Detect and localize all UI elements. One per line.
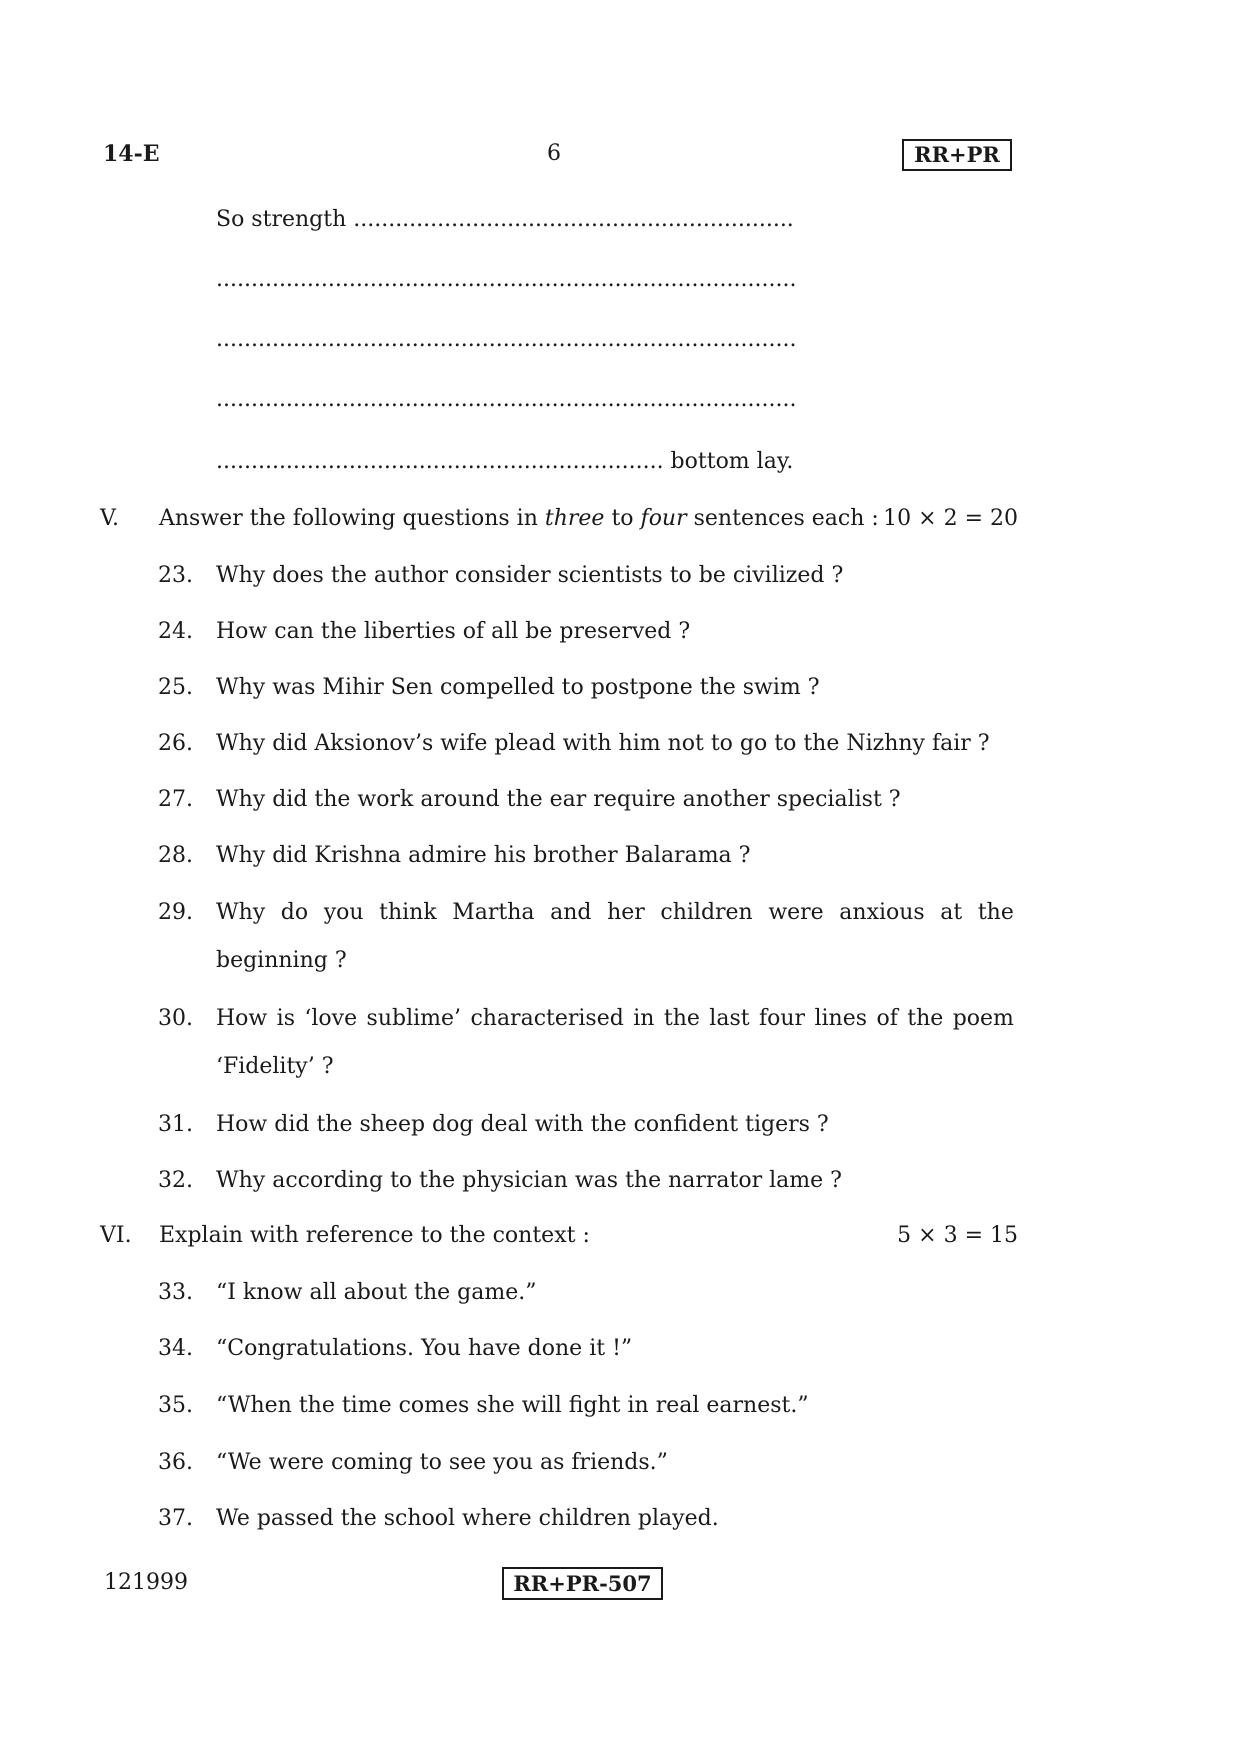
word: sublime’: [366, 1006, 462, 1031]
word: is: [276, 1006, 295, 1031]
footer-code: 121999: [104, 1570, 188, 1595]
question-number: 27.: [158, 787, 193, 812]
question-text: “When the time comes she will fight in real earnest.”: [216, 1393, 809, 1418]
section-number: VI.: [100, 1223, 132, 1248]
question-text: How did the sheep dog deal with the confident tigers ?: [216, 1112, 829, 1137]
word: the: [907, 1006, 944, 1031]
word: the: [977, 900, 1014, 925]
word: do: [280, 900, 309, 925]
fill-line: ...................................................................................: [216, 267, 797, 292]
emphasis-four: four: [640, 506, 687, 531]
section-marks: 10 × 2 = 20: [883, 506, 1018, 531]
question-text-line: [216, 898, 1014, 928]
word: you: [323, 900, 364, 925]
question-text: “Congratulations. You have done it !”: [216, 1336, 633, 1361]
word: her: [607, 900, 645, 925]
question-text: Why according to the physician was the narrator lame ?: [216, 1168, 842, 1193]
question-number: 34.: [158, 1336, 193, 1361]
question-number: 35.: [158, 1393, 193, 1418]
paper-code: 14-E: [103, 141, 160, 167]
word: ‘love: [304, 1006, 358, 1031]
question-text: How can the liberties of all be preserved ?: [216, 619, 691, 644]
word: the: [663, 1006, 700, 1031]
question-text-line: ‘Fidelity’ ?: [216, 1054, 334, 1079]
paper-type-box: RR+PR: [902, 139, 1012, 171]
question-number: 29.: [158, 900, 193, 925]
word: poem: [952, 1006, 1014, 1031]
word: How: [216, 1006, 268, 1031]
word: children: [660, 900, 753, 925]
question-number: 28.: [158, 843, 193, 868]
word: anxious: [839, 900, 925, 925]
fill-line: ................................................................ bottom lay.: [216, 449, 794, 474]
question-text-line: beginning ?: [216, 948, 347, 973]
question-number: 23.: [158, 563, 193, 588]
question-text: Why did the work around the ear require another specialist ?: [216, 787, 901, 812]
question-number: 25.: [158, 675, 193, 700]
section-instruction: Answer the following questions in three to four sentences each :: [159, 506, 879, 531]
word: lines: [814, 1006, 868, 1031]
fill-line: So strength ...............................................................: [216, 207, 794, 232]
question-number: 37.: [158, 1506, 193, 1531]
question-number: 32.: [158, 1168, 193, 1193]
question-text: Why was Mihir Sen compelled to postpone the swim ?: [216, 675, 820, 700]
question-number: 24.: [158, 619, 193, 644]
word: Martha: [452, 900, 535, 925]
section-number: V.: [100, 506, 120, 531]
question-number: 31.: [158, 1112, 193, 1137]
section-marks: 5 × 3 = 15: [897, 1223, 1018, 1248]
question-text: “I know all about the game.”: [216, 1280, 537, 1305]
fill-line: ...................................................................................: [216, 387, 797, 412]
question-text: We passed the school where children played.: [216, 1506, 719, 1531]
question-text: Why did Krishna admire his brother Balarama ?: [216, 843, 751, 868]
word: characterised: [470, 1006, 624, 1031]
emphasis-three: three: [544, 506, 605, 531]
word: last: [709, 1006, 750, 1031]
word: were: [768, 900, 824, 925]
fill-line: ...................................................................................: [216, 327, 797, 352]
question-text: Why did Aksionov’s wife plead with him not to go to the Nizhny fair ?: [216, 731, 990, 756]
question-number: 33.: [158, 1280, 193, 1305]
page-number: 6: [547, 141, 561, 166]
word: at: [940, 900, 963, 925]
word: Why: [216, 900, 266, 925]
question-text: “We were coming to see you as friends.”: [216, 1450, 668, 1475]
word: four: [759, 1006, 806, 1031]
word: and: [550, 900, 592, 925]
word: in: [633, 1006, 655, 1031]
question-text-line: [216, 1004, 1014, 1034]
question-number: 30.: [158, 1006, 193, 1031]
footer-paper-box: RR+PR-507: [502, 1567, 663, 1600]
question-number: 36.: [158, 1450, 193, 1475]
section-instruction: Explain with reference to the context :: [159, 1223, 590, 1248]
question-text: Why does the author consider scientists to be civilized ?: [216, 563, 844, 588]
question-number: 26.: [158, 731, 193, 756]
word: think: [379, 900, 437, 925]
word: of: [876, 1006, 898, 1031]
